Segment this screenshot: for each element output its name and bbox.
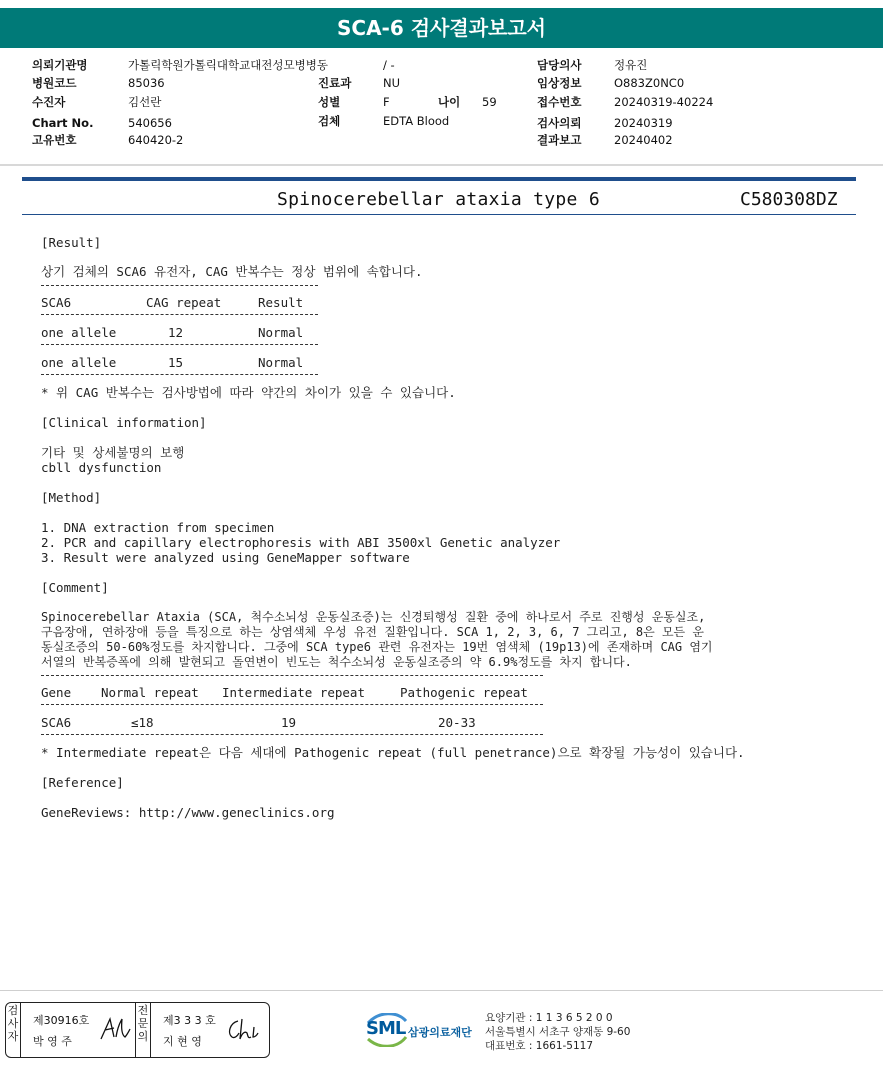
requester-value: 가톨릭학원가톨릭대학교대전성모병병동 — [128, 58, 328, 72]
comment-heading: [Comment] — [41, 580, 109, 595]
test-title-bottom-rule — [22, 214, 856, 215]
dashed-rule — [41, 734, 543, 735]
repeat-row-normal: ≤18 — [131, 715, 154, 730]
specialist-label-char: 전 — [137, 1004, 149, 1017]
report-date-label: 결과보고 — [537, 133, 582, 147]
clinical-info-value: O883Z0NC0 — [614, 76, 685, 90]
clinical-line: cbll dysfunction — [41, 460, 162, 475]
result-note: * 위 CAG 반복수는 검사방법에 따라 약간의 차이가 있을 수 있습니다. — [41, 385, 456, 400]
repeat-row-gene: SCA6 — [41, 715, 72, 730]
repeat-row-pathogenic: 20-33 — [438, 715, 476, 730]
examiner-label-char: 사 — [7, 1017, 19, 1030]
sex-label: 성별 — [318, 95, 341, 109]
dashed-rule — [41, 704, 543, 705]
result-summary: 상기 검체의 SCA6 유전자, CAG 반복수는 정상 범위에 속합니다. — [41, 264, 423, 279]
signature-box — [5, 1002, 270, 1058]
method-heading: [Method] — [41, 490, 102, 505]
specialist-name: 지 현 영 — [163, 1035, 202, 1048]
doctor-value: 정유진 — [614, 58, 648, 72]
test-title-top-rule — [22, 177, 856, 181]
dashed-rule — [41, 344, 318, 345]
repeat-col-pathogenic: Pathogenic repeat — [400, 685, 528, 700]
examiner-signature — [98, 1015, 132, 1043]
requester-label: 의뢰기관명 — [32, 58, 88, 72]
specialist-label-char: 의 — [137, 1030, 149, 1043]
repeat-col-normal: Normal repeat — [101, 685, 199, 700]
dashed-rule — [41, 675, 543, 676]
examiner-label-char: 검 — [7, 1004, 19, 1017]
result-col-result: Result — [258, 295, 304, 310]
specialist-label-char: 문 — [137, 1017, 149, 1030]
request-date-value: 20240319 — [614, 116, 673, 130]
report-title: SCA-6 검사결과보고서 — [0, 8, 883, 48]
age-label: 나이 — [438, 95, 461, 109]
doctor-label: 담당의사 — [537, 58, 582, 72]
sex-value: F — [383, 95, 390, 109]
report-date-value: 20240402 — [614, 133, 673, 147]
reference-line: GeneReviews: http://www.geneclinics.org — [41, 805, 335, 820]
specimen-label: 검체 — [318, 114, 341, 128]
org-registration: 요양기관 : 1 1 3 6 5 2 0 0 — [485, 1012, 613, 1024]
clinical-line: 기타 및 상세불명의 보행 — [41, 445, 185, 460]
receipt-no-label: 접수번호 — [537, 95, 582, 109]
reference-heading: [Reference] — [41, 775, 124, 790]
age-value: 59 — [482, 95, 497, 109]
header-divider — [0, 164, 883, 166]
examiner-label — [6, 1003, 21, 1058]
hospital-code-label: 병원코드 — [32, 76, 77, 90]
test-name: Spinocerebellar ataxia type 6 — [277, 189, 600, 210]
examiner-license-no: 제30916호 — [33, 1014, 90, 1027]
result-row-repeat: 15 — [168, 355, 184, 370]
repeat-row-intermediate: 19 — [281, 715, 297, 730]
department-label: 진료과 — [318, 76, 352, 90]
repeat-col-gene: Gene — [41, 685, 72, 700]
method-line: 2. PCR and capillary electrophoresis with ABI 3500xl Genetic analyzer — [41, 535, 561, 550]
dashed-rule — [41, 285, 318, 286]
chart-no-value: 540656 — [128, 116, 172, 130]
org-name: 삼광의료재단 — [408, 1026, 472, 1039]
examiner-name: 박 영 주 — [33, 1035, 72, 1048]
footer-divider — [0, 990, 883, 991]
clinical-info-label: 임상정보 — [537, 76, 582, 90]
comment-line: Spinocerebellar Ataxia (SCA, 척수소뇌성 운동실조증)는 신경퇴행성 질환 중에 하나로서 주로 진행성 운동실조, — [41, 610, 706, 624]
patient-value: 김선란 — [128, 95, 162, 109]
specialist-label — [135, 1003, 151, 1058]
method-line: 3. Result were analyzed using GeneMapper software — [41, 550, 410, 565]
unique-no-label: 고유번호 — [32, 133, 77, 147]
specimen-value: EDTA Blood — [383, 114, 450, 128]
clinical-heading: [Clinical information] — [41, 415, 207, 430]
repeat-col-intermediate: Intermediate repeat — [222, 685, 365, 700]
result-row-repeat: 12 — [168, 325, 184, 340]
hospital-code-value: 85036 — [128, 76, 165, 90]
examiner-label-char: 자 — [7, 1030, 19, 1043]
patient-label: 수진자 — [32, 95, 66, 109]
result-col-cag: CAG repeat — [146, 295, 222, 310]
department-value: NU — [383, 76, 401, 90]
result-heading: [Result] — [41, 235, 102, 250]
specialist-license-no: 제3 3 3 호 — [163, 1014, 216, 1027]
org-address: 서울특별시 서초구 양재동 9-60 — [485, 1026, 631, 1038]
receipt-no-value: 20240319-40224 — [614, 95, 714, 109]
result-col-gene: SCA6 — [41, 295, 72, 310]
specialist-signature — [224, 1015, 260, 1043]
dashed-rule — [41, 314, 318, 315]
result-row-allele: one allele — [41, 355, 117, 370]
test-code: C580308DZ — [740, 189, 838, 210]
comment-line: 서열의 반복증폭에 의해 발현되고 돌연변이 빈도는 척수소뇌성 운동실조증의 약 6.9%정도를 차지 합니다. — [41, 655, 632, 669]
unique-no-value: 640420-2 — [128, 133, 184, 147]
org-phone: 대표번호 : 1661-5117 — [485, 1040, 594, 1052]
request-date-label: 검사의뢰 — [537, 116, 582, 130]
method-line: 1. DNA extraction from specimen — [41, 520, 275, 535]
comment-note: * Intermediate repeat은 다음 세대에 Pathogenic repeat (full penetrance)으로 확장될 가능성이 있습니다. — [41, 745, 745, 760]
comment-line: 구음장애, 연하장애 등을 특징으로 하는 상염색체 우성 유전 질환입니다. SCA 1, 2, 3, 6, 7 그리고, 8은 모든 운 — [41, 625, 704, 639]
result-row-allele: one allele — [41, 325, 117, 340]
dashed-rule — [41, 374, 318, 375]
org-logo-text: SML — [366, 1018, 406, 1039]
slash-text: / - — [383, 58, 395, 72]
comment-line: 동실조증의 50-60%정도를 차지합니다. 그중에 SCA type6 관련 유전자는 19번 염색체 (19p13)에 존재하며 CAG 염기 — [41, 640, 713, 654]
chart-no-label: Chart No. — [32, 116, 94, 130]
result-row-status: Normal — [258, 325, 304, 340]
result-row-status: Normal — [258, 355, 304, 370]
